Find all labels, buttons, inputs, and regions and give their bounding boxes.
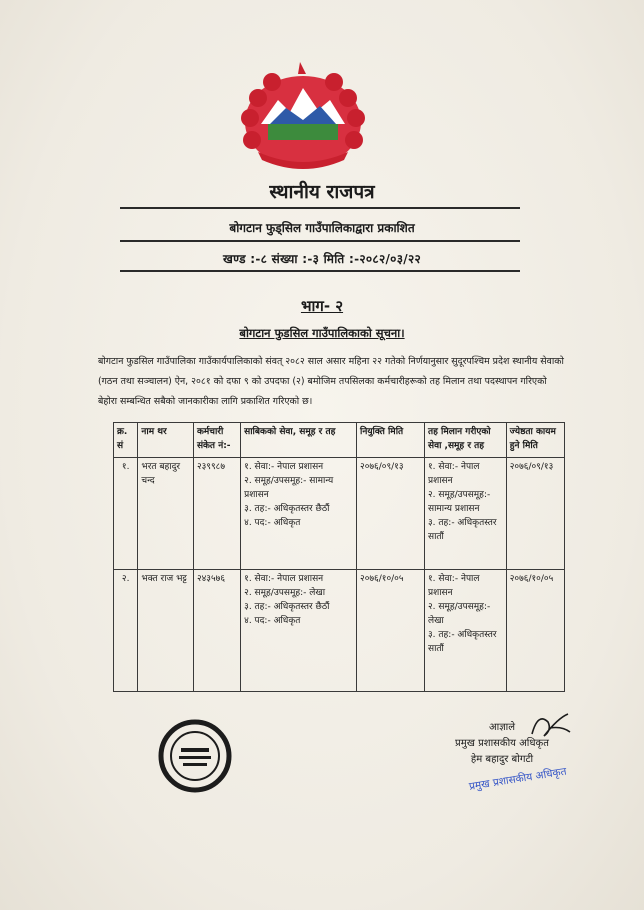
title-divider: [120, 207, 520, 209]
table-header-row: [114, 423, 565, 458]
part-heading: भाग- २: [300, 297, 344, 315]
previous-line: १. सेवा:- नेपाल प्रशासन: [244, 574, 324, 584]
adjusted-line: ३. तह:- अधिकृतस्तर सातौं: [427, 630, 497, 654]
header-code: कर्मचारी संकेत नं:-: [193, 423, 240, 458]
publisher-line: बोगटान फुड्सिल गाउँपालिकाद्वारा प्रकाशित: [229, 221, 415, 235]
row-code: २३९९८७: [193, 458, 240, 570]
header-adjusted-service: तह मिलान गरीएको सेवा ,समूह र तह: [424, 423, 506, 458]
previous-line: १. सेवा:- नेपाल प्रशासन: [244, 462, 324, 472]
adjusted-line: १. सेवा:- नेपाल प्रशासन: [427, 574, 480, 598]
issue-line: खण्ड :-८ संख्या :-३ मिति :-२०८२/०३/२२: [222, 252, 422, 266]
table-row: [114, 570, 565, 692]
adjusted-line: १. सेवा:- नेपाल प्रशासन: [427, 462, 480, 486]
previous-line: २. समूह/उपसमूह:- लेखा: [244, 588, 326, 598]
row-serial: २.: [114, 570, 138, 692]
header-name: नाम थर: [138, 423, 194, 458]
office-seal-icon: [155, 716, 235, 796]
staff-table: [113, 422, 565, 692]
adjusted-line: २. समूह/उपसमूह:- सामान्य प्रशासन: [427, 490, 491, 514]
table-row: [114, 458, 565, 570]
row-previous-service: [241, 458, 357, 570]
row-appointment-date: २०७६/१०/०५: [357, 570, 425, 692]
row-name: भक्त राज भट्ट: [138, 570, 194, 692]
header-seniority-date: ज्येष्ठता कायम हुने मिति: [506, 423, 564, 458]
row-code: २४३५७६: [193, 570, 240, 692]
adjusted-line: २. समूह/उपसमूह:- लेखा: [427, 602, 491, 626]
previous-line: ४. पद:- अधिकृत: [244, 616, 301, 626]
notice-title: बोगटान फुडसिल गाउँपालिकाको सूचना।: [239, 326, 405, 340]
gazette-title: स्थानीय राजपत्र: [269, 181, 375, 203]
previous-line: ३. तह:- अधिकृतस्तर छैठौं: [244, 504, 330, 514]
row-adjusted-service: [424, 458, 506, 570]
row-previous-service: [241, 570, 357, 692]
nepal-emblem-icon: [228, 60, 378, 180]
previous-line: २. समूह/उपसमूह:- सामान्य प्रशासन: [244, 476, 334, 500]
row-name: भरत बहादुर चन्द: [138, 458, 194, 570]
order-label: आज्ञाले: [489, 722, 515, 733]
designation-stamp: प्रमुख प्रशासकीय अधिकृत: [468, 765, 568, 793]
issue-divider: [120, 270, 520, 272]
adjusted-line: ३. तह:- अधिकृतस्तर सातौं: [427, 518, 497, 542]
header-serial: क्र. सं: [114, 423, 138, 458]
row-adjusted-service: [424, 570, 506, 692]
row-seniority-date: २०७६/१०/०५: [506, 570, 564, 692]
publisher-divider: [120, 240, 520, 242]
signatory-designation: प्रमुख प्रशासकीय अधिकृत: [455, 738, 549, 749]
signature-block: [432, 720, 572, 768]
previous-line: ३. तह:- अधिकृतस्तर छैठौं: [244, 602, 330, 612]
row-serial: १.: [114, 458, 138, 570]
header-previous-service: साबिकको सेवा, समूह र तह: [241, 423, 357, 458]
row-appointment-date: २०७६/०९/१३: [357, 458, 425, 570]
previous-line: ४. पद:- अधिकृत: [244, 518, 301, 528]
row-seniority-date: २०७६/०९/१३: [506, 458, 564, 570]
header-appointment-date: नियुक्ति मिति: [357, 423, 425, 458]
signatory-name: हेम बहादुर बोगटी: [470, 754, 534, 765]
notice-body: बोगटान फुडसिल गाउँपालिका गाउँकार्यपालिकाको संवत् २०८२ साल असार महिना २२ गतेको निर्णयानुसार सुदूरपश्चिम प्रदेश स्थानीय सेवाको (गठन तथा सञ्चालन) ऐन, २०८१ को दफा ९ को उपदफा (२) बमोजिम तपसिलका कर्मचारीहरूको तह मिलान तथा पदस्थापन गरिएको बेहोरा सम्बन्धित सबैको जानकारीका लागि प्रकाशित गरिएको छ।: [98, 356, 564, 407]
